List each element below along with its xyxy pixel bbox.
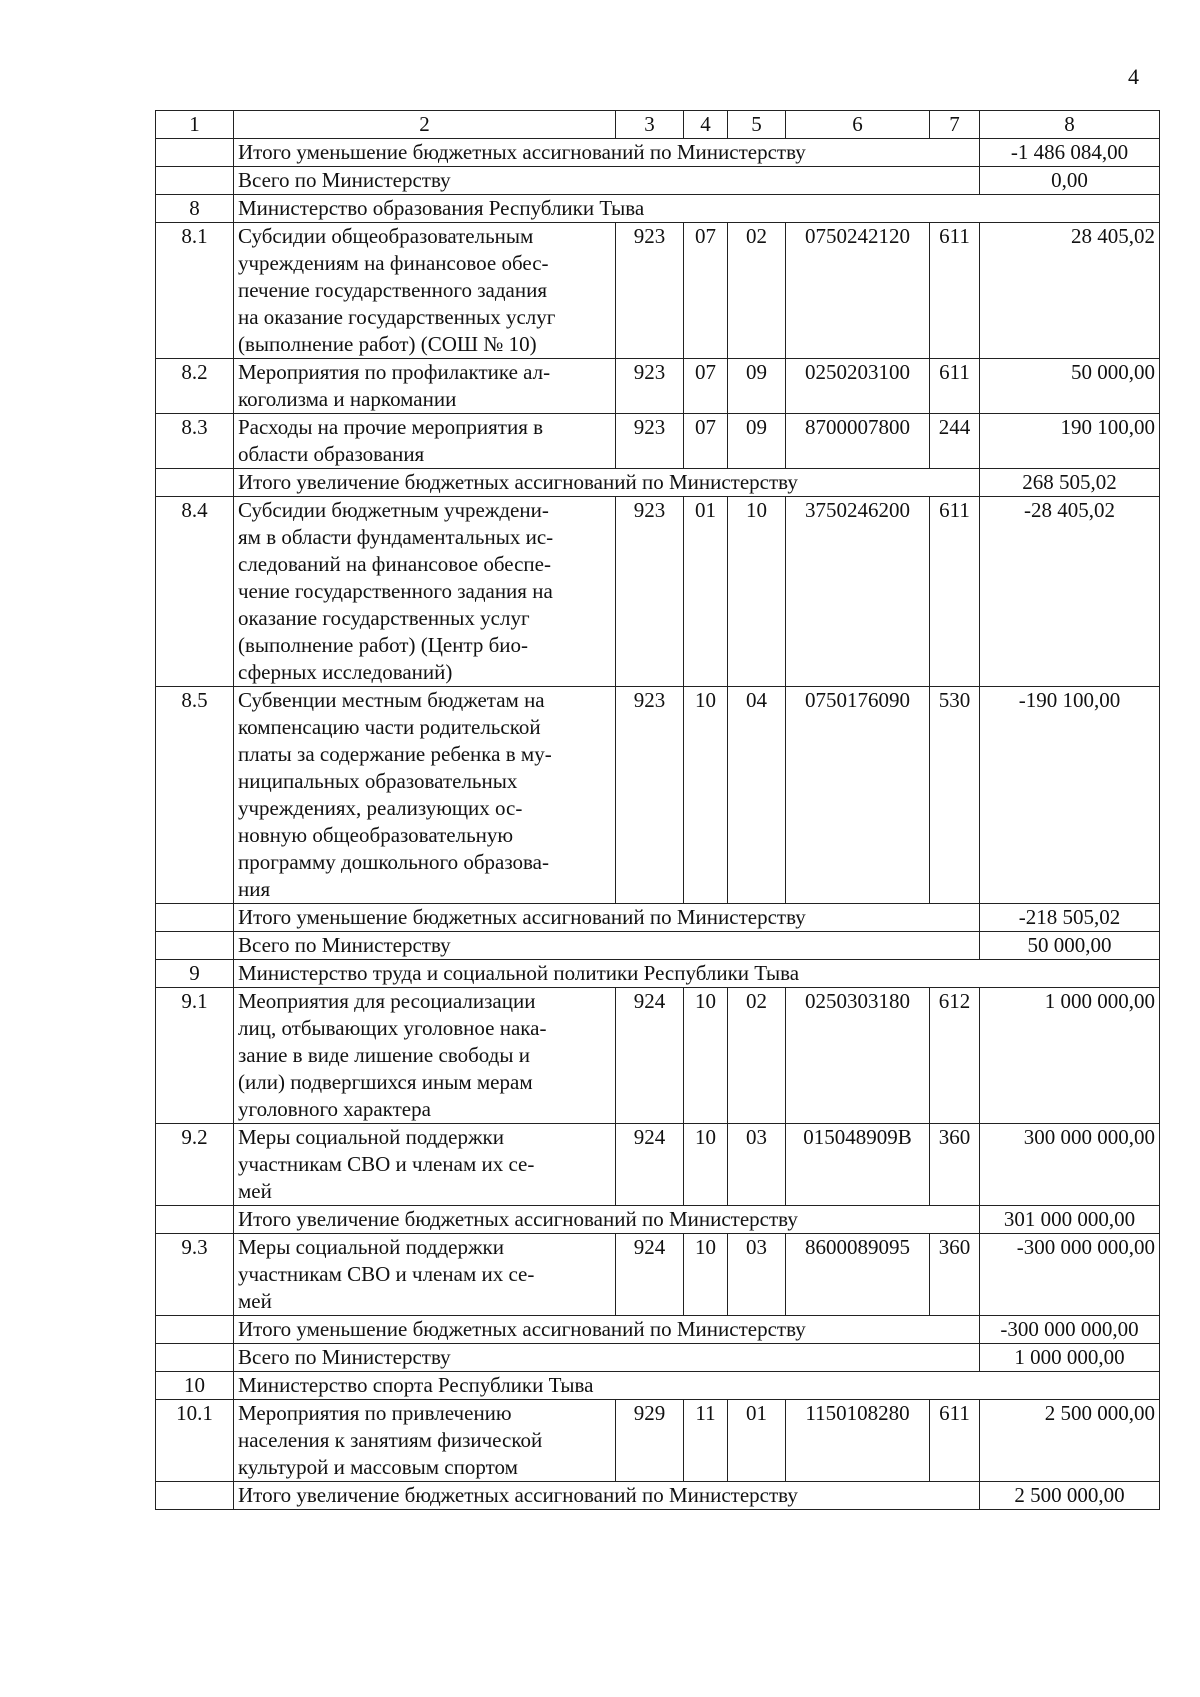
total-label: Итого увеличение бюджетных ассигнований по Министерству xyxy=(234,1206,980,1234)
section-number: 10 xyxy=(156,1372,234,1400)
total-amount: 0,00 xyxy=(980,167,1160,195)
code-target-article: 8600089095 xyxy=(786,1234,930,1316)
item-name-line: (выполнение работ) (СОШ № 10) xyxy=(238,332,537,356)
code-ministry: 924 xyxy=(616,1124,684,1206)
item-amount: -28 405,02 xyxy=(980,497,1160,687)
item-amount: 28 405,02 xyxy=(980,223,1160,359)
item-name xyxy=(234,1400,616,1482)
item-name-line: коголизма и наркомании xyxy=(238,387,457,411)
section-title: Министерство труда и социальной политики Республики Тыва xyxy=(234,960,1160,988)
total-label: Итого увеличение бюджетных ассигнований по Министерству xyxy=(234,1482,980,1510)
item-name xyxy=(234,414,616,469)
code-section: 07 xyxy=(684,359,728,414)
total-row xyxy=(156,1316,1160,1344)
item-amount: 300 000 000,00 xyxy=(980,1124,1160,1206)
item-name xyxy=(234,1234,616,1316)
total-amount: 50 000,00 xyxy=(980,932,1160,960)
item-name xyxy=(234,687,616,904)
empty-cell xyxy=(156,1482,234,1510)
item-name xyxy=(234,223,616,359)
item-number: 9.3 xyxy=(156,1234,234,1316)
code-target-article: 0250303180 xyxy=(786,988,930,1124)
item-amount: -300 000 000,00 xyxy=(980,1234,1160,1316)
header-cell: 1 xyxy=(156,111,234,139)
item-name-line: платы за содержание ребенка в му- xyxy=(238,742,552,766)
code-section: 07 xyxy=(684,223,728,359)
table-row xyxy=(156,223,1160,359)
empty-cell xyxy=(156,1206,234,1234)
header-cell: 8 xyxy=(980,111,1160,139)
code-ministry: 929 xyxy=(616,1400,684,1482)
table-row xyxy=(156,1234,1160,1316)
item-name-line: компенсацию части родительской xyxy=(238,715,541,739)
header-cell: 4 xyxy=(684,111,728,139)
code-expense-type: 530 xyxy=(930,687,980,904)
code-section: 07 xyxy=(684,414,728,469)
header-cell: 6 xyxy=(786,111,930,139)
code-expense-type: 360 xyxy=(930,1124,980,1206)
table-row xyxy=(156,687,1160,904)
item-name-line: следований на финансовое обеспе- xyxy=(238,552,551,576)
code-section: 10 xyxy=(684,1124,728,1206)
code-target-article: 1150108280 xyxy=(786,1400,930,1482)
section-row xyxy=(156,195,1160,223)
code-target-article: 3750246200 xyxy=(786,497,930,687)
section-row xyxy=(156,1372,1160,1400)
section-title: Министерство спорта Республики Тыва xyxy=(234,1372,1160,1400)
code-subsection: 01 xyxy=(728,1400,786,1482)
code-ministry: 923 xyxy=(616,359,684,414)
total-amount: 268 505,02 xyxy=(980,469,1160,497)
total-row xyxy=(156,904,1160,932)
code-expense-type: 360 xyxy=(930,1234,980,1316)
item-name-line: Субвенции местным бюджетам на xyxy=(238,688,545,712)
header-cell: 5 xyxy=(728,111,786,139)
item-number: 9.2 xyxy=(156,1124,234,1206)
item-name-line: Субсидии бюджетным учреждени- xyxy=(238,498,549,522)
empty-cell xyxy=(156,469,234,497)
total-amount: 301 000 000,00 xyxy=(980,1206,1160,1234)
item-name-line: Мероприятия по профилактике ал- xyxy=(238,360,551,384)
item-name-line: ям в области фундаментальных ис- xyxy=(238,525,554,549)
code-section: 10 xyxy=(684,988,728,1124)
total-label: Всего по Министерству xyxy=(234,932,980,960)
item-name xyxy=(234,359,616,414)
item-name-line: программу дошкольного образова- xyxy=(238,850,549,874)
item-name-line: участникам СВО и членам их се- xyxy=(238,1152,535,1176)
item-name-line: печение государственного задания xyxy=(238,278,547,302)
item-name-line: населения к занятиям физической xyxy=(238,1428,543,1452)
item-name-line: (выполнение работ) (Центр био- xyxy=(238,633,529,657)
table-row xyxy=(156,1124,1160,1206)
item-name-line: области образования xyxy=(238,442,425,466)
header-cell: 3 xyxy=(616,111,684,139)
item-name-line: (или) подвергшихся иным мерам xyxy=(238,1070,533,1094)
item-amount: 1 000 000,00 xyxy=(980,988,1160,1124)
item-name-line: оказание государственных услуг xyxy=(238,606,530,630)
code-subsection: 03 xyxy=(728,1234,786,1316)
code-target-article: 015048909В xyxy=(786,1124,930,1206)
total-amount: 2 500 000,00 xyxy=(980,1482,1160,1510)
code-target-article: 0750242120 xyxy=(786,223,930,359)
code-section: 11 xyxy=(684,1400,728,1482)
item-name-line: участникам СВО и членам их се- xyxy=(238,1262,535,1286)
item-number: 8.1 xyxy=(156,223,234,359)
header-cell: 2 xyxy=(234,111,616,139)
code-section: 01 xyxy=(684,497,728,687)
item-amount: -190 100,00 xyxy=(980,687,1160,904)
item-name xyxy=(234,1124,616,1206)
item-name-line: новную общеобразовательную xyxy=(238,823,514,847)
table-row xyxy=(156,359,1160,414)
code-expense-type: 244 xyxy=(930,414,980,469)
empty-cell xyxy=(156,1344,234,1372)
item-name-line: учреждениях, реализующих ос- xyxy=(238,796,523,820)
code-expense-type: 611 xyxy=(930,497,980,687)
code-section: 10 xyxy=(684,687,728,904)
empty-cell xyxy=(156,932,234,960)
section-title: Министерство образования Республики Тыва xyxy=(234,195,1160,223)
item-name-line: учреждениям на финансовое обес- xyxy=(238,251,549,275)
total-label: Всего по Министерству xyxy=(234,167,980,195)
code-subsection: 02 xyxy=(728,223,786,359)
total-amount: -300 000 000,00 xyxy=(980,1316,1160,1344)
total-label: Итого уменьшение бюджетных ассигнований по Министерству xyxy=(234,1316,980,1344)
code-subsection: 09 xyxy=(728,414,786,469)
item-number: 10.1 xyxy=(156,1400,234,1482)
item-number: 8.4 xyxy=(156,497,234,687)
item-name-line: лиц, отбывающих уголовное нака- xyxy=(238,1016,547,1040)
code-subsection: 02 xyxy=(728,988,786,1124)
item-name-line: Расходы на прочие мероприятия в xyxy=(238,415,544,439)
total-row xyxy=(156,1206,1160,1234)
item-name-line: мей xyxy=(238,1179,272,1203)
code-target-article: 8700007800 xyxy=(786,414,930,469)
item-name-line: Меры социальной поддержки xyxy=(238,1125,504,1149)
code-ministry: 923 xyxy=(616,497,684,687)
section-number: 8 xyxy=(156,195,234,223)
total-label: Всего по Министерству xyxy=(234,1344,980,1372)
item-name-line: Меры социальной поддержки xyxy=(238,1235,504,1259)
total-row xyxy=(156,1482,1160,1510)
item-name xyxy=(234,988,616,1124)
code-subsection: 09 xyxy=(728,359,786,414)
header-cell: 7 xyxy=(930,111,980,139)
code-subsection: 03 xyxy=(728,1124,786,1206)
item-amount: 2 500 000,00 xyxy=(980,1400,1160,1482)
code-target-article: 0750176090 xyxy=(786,687,930,904)
section-row xyxy=(156,960,1160,988)
total-amount: -218 505,02 xyxy=(980,904,1160,932)
item-name-line: Субсидии общеобразовательным xyxy=(238,224,534,248)
item-number: 9.1 xyxy=(156,988,234,1124)
section-number: 9 xyxy=(156,960,234,988)
total-row xyxy=(156,469,1160,497)
empty-cell xyxy=(156,167,234,195)
page-number: 4 xyxy=(1128,64,1139,89)
total-label: Итого уменьшение бюджетных ассигнований по Министерству xyxy=(234,139,980,167)
code-target-article: 0250203100 xyxy=(786,359,930,414)
code-section: 10 xyxy=(684,1234,728,1316)
table-row xyxy=(156,414,1160,469)
table-row xyxy=(156,497,1160,687)
item-name-line: Меоприятия для ресоциализации xyxy=(238,989,536,1013)
budget-allocation-table xyxy=(155,110,1160,1510)
item-number: 8.5 xyxy=(156,687,234,904)
code-ministry: 924 xyxy=(616,988,684,1124)
total-label: Итого уменьшение бюджетных ассигнований по Министерству xyxy=(234,904,980,932)
item-name-line: ниципальных образовательных xyxy=(238,769,518,793)
empty-cell xyxy=(156,139,234,167)
code-ministry: 924 xyxy=(616,1234,684,1316)
item-number: 8.2 xyxy=(156,359,234,414)
total-row xyxy=(156,167,1160,195)
total-row xyxy=(156,139,1160,167)
empty-cell xyxy=(156,1316,234,1344)
code-expense-type: 611 xyxy=(930,223,980,359)
code-ministry: 923 xyxy=(616,687,684,904)
item-name-line: Мероприятия по привлечению xyxy=(238,1401,512,1425)
item-name-line: на оказание государственных услуг xyxy=(238,305,556,329)
total-label: Итого увеличение бюджетных ассигнований по Министерству xyxy=(234,469,980,497)
table-row xyxy=(156,1400,1160,1482)
code-subsection: 04 xyxy=(728,687,786,904)
item-name-line: сферных исследований) xyxy=(238,660,453,684)
code-subsection: 10 xyxy=(728,497,786,687)
table-header-row xyxy=(156,111,1160,139)
item-name-line: зание в виде лишение свободы и xyxy=(238,1043,530,1067)
table-row xyxy=(156,988,1160,1124)
total-row xyxy=(156,1344,1160,1372)
total-amount: -1 486 084,00 xyxy=(980,139,1160,167)
item-number: 8.3 xyxy=(156,414,234,469)
total-amount: 1 000 000,00 xyxy=(980,1344,1160,1372)
code-expense-type: 611 xyxy=(930,359,980,414)
item-name-line: чение государственного задания на xyxy=(238,579,553,603)
code-expense-type: 611 xyxy=(930,1400,980,1482)
code-ministry: 923 xyxy=(616,414,684,469)
empty-cell xyxy=(156,904,234,932)
code-ministry: 923 xyxy=(616,223,684,359)
item-amount: 50 000,00 xyxy=(980,359,1160,414)
item-name-line: мей xyxy=(238,1289,272,1313)
total-row xyxy=(156,932,1160,960)
code-expense-type: 612 xyxy=(930,988,980,1124)
item-name-line: уголовного характера xyxy=(238,1097,431,1121)
item-amount: 190 100,00 xyxy=(980,414,1160,469)
item-name xyxy=(234,497,616,687)
item-name-line: культурой и массовым спортом xyxy=(238,1455,518,1479)
item-name-line: ния xyxy=(238,877,271,901)
